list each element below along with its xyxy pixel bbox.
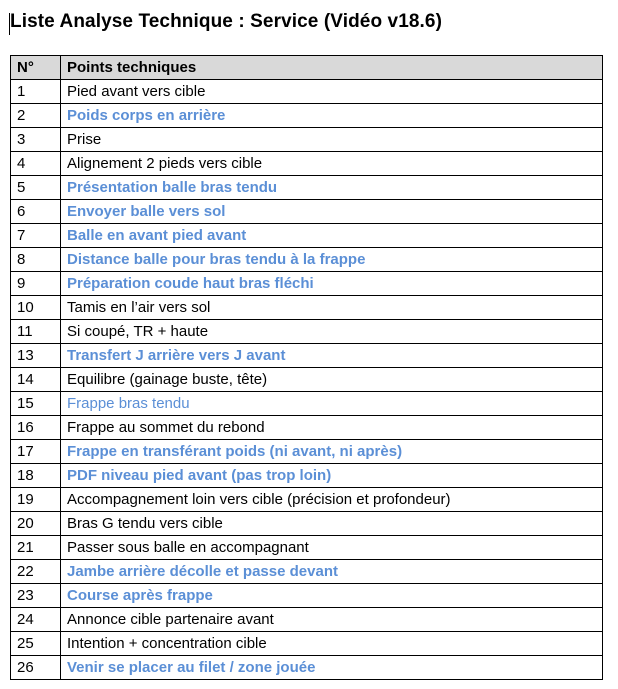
technical-point: Pied avant vers cible xyxy=(61,80,603,104)
document-title: Liste Analyse Technique : Service (Vidéo v18.6) xyxy=(10,11,443,32)
table-row xyxy=(11,560,603,584)
technical-point: Distance balle pour bras tendu à la frappe xyxy=(61,248,603,272)
table-row xyxy=(11,488,603,512)
row-number: 14 xyxy=(11,368,61,392)
row-number: 4 xyxy=(11,152,61,176)
table-row xyxy=(11,200,603,224)
row-number: 26 xyxy=(11,656,61,680)
table-row xyxy=(11,272,603,296)
row-number: 8 xyxy=(11,248,61,272)
technical-point: Equilibre (gainage buste, tête) xyxy=(61,368,603,392)
technical-point: Accompagnement loin vers cible (précision et profondeur) xyxy=(61,488,603,512)
table-row xyxy=(11,176,603,200)
row-number: 20 xyxy=(11,512,61,536)
table-body xyxy=(11,80,603,680)
table-row xyxy=(11,440,603,464)
row-number: 18 xyxy=(11,464,61,488)
table-row xyxy=(11,296,603,320)
table-header-row xyxy=(11,56,603,80)
table-row xyxy=(11,512,603,536)
technical-point: Frappe bras tendu xyxy=(61,392,603,416)
row-number: 5 xyxy=(11,176,61,200)
row-number: 6 xyxy=(11,200,61,224)
technical-point: Intention + concentration cible xyxy=(61,632,603,656)
table-row xyxy=(11,80,603,104)
technical-point: Tamis en l’air vers sol xyxy=(61,296,603,320)
row-number: 25 xyxy=(11,632,61,656)
row-number: 21 xyxy=(11,536,61,560)
table-row xyxy=(11,248,603,272)
row-number: 7 xyxy=(11,224,61,248)
technical-point: Prise xyxy=(61,128,603,152)
technical-point: Poids corps en arrière xyxy=(61,104,603,128)
table-row xyxy=(11,536,603,560)
table-row xyxy=(11,416,603,440)
row-number: 3 xyxy=(11,128,61,152)
technical-point: Balle en avant pied avant xyxy=(61,224,603,248)
row-number: 17 xyxy=(11,440,61,464)
technical-point: PDF niveau pied avant (pas trop loin) xyxy=(61,464,603,488)
row-number: 2 xyxy=(11,104,61,128)
technical-point: Transfert J arrière vers J avant xyxy=(61,344,603,368)
table-row xyxy=(11,656,603,680)
row-number: 15 xyxy=(11,392,61,416)
table-row xyxy=(11,128,603,152)
row-number: 19 xyxy=(11,488,61,512)
technical-point: Jambe arrière décolle et passe devant xyxy=(61,560,603,584)
technical-point: Venir se placer au filet / zone jouée xyxy=(61,656,603,680)
technical-point: Course après frappe xyxy=(61,584,603,608)
header-number: N° xyxy=(11,56,61,80)
table-row xyxy=(11,104,603,128)
table-row xyxy=(11,224,603,248)
table-row xyxy=(11,368,603,392)
header-technical-points: Points techniques xyxy=(61,56,603,80)
row-number: 16 xyxy=(11,416,61,440)
technical-point: Envoyer balle vers sol xyxy=(61,200,603,224)
table-row xyxy=(11,344,603,368)
technical-point: Passer sous balle en accompagnant xyxy=(61,536,603,560)
technical-point: Frappe en transférant poids (ni avant, ni après) xyxy=(61,440,603,464)
row-number: 10 xyxy=(11,296,61,320)
technical-point: Annonce cible partenaire avant xyxy=(61,608,603,632)
row-number: 1 xyxy=(11,80,61,104)
technical-point: Préparation coude haut bras fléchi xyxy=(61,272,603,296)
table-row xyxy=(11,464,603,488)
row-number: 22 xyxy=(11,560,61,584)
table-row xyxy=(11,584,603,608)
row-number: 11 xyxy=(11,320,61,344)
table-row xyxy=(11,320,603,344)
row-number: 24 xyxy=(11,608,61,632)
technical-point: Bras G tendu vers cible xyxy=(61,512,603,536)
technical-points-table xyxy=(10,55,603,680)
row-number: 23 xyxy=(11,584,61,608)
technical-point: Si coupé, TR + haute xyxy=(61,320,603,344)
table-row xyxy=(11,632,603,656)
row-number: 13 xyxy=(11,344,61,368)
technical-point: Frappe au sommet du rebond xyxy=(61,416,603,440)
table-row xyxy=(11,392,603,416)
row-number: 9 xyxy=(11,272,61,296)
table-row xyxy=(11,608,603,632)
technical-point: Présentation balle bras tendu xyxy=(61,176,603,200)
table-row xyxy=(11,152,603,176)
technical-point: Alignement 2 pieds vers cible xyxy=(61,152,603,176)
